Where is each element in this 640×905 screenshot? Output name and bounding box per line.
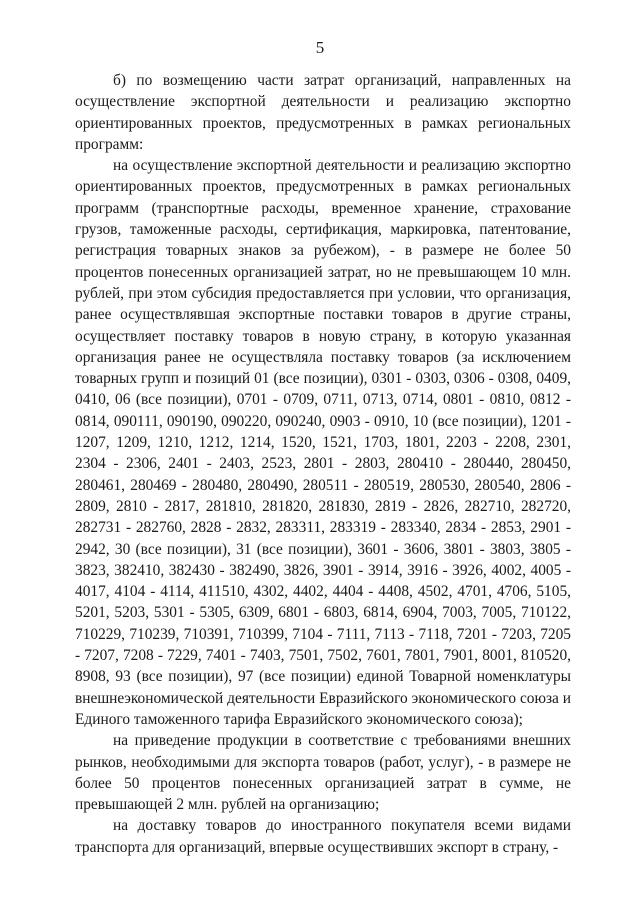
paragraph-subsidy-intro: б) по возмещению части затрат организаций, направленных на осуществление экспортной деятельности и реализацию экспортно ориентированных проектов, предусмотренных в рамках региональных программ:: [75, 72, 571, 153]
page-number: 5: [315, 38, 325, 57]
paragraph-product-compliance: на приведение продукции в соответствие с требованиями внешних рынков, необходимыми для экспорта товаров (работ, услуг), - в размере не более 50 процентов понесенных организацией затрат в сумме, не превышающей 2 млн. рублей на организацию;: [75, 732, 571, 814]
document-body: [75, 70, 571, 858]
paragraph-goods-delivery: на доставку товаров до иностранного покупателя всеми видами транспорта для организаций, впервые осуществивших экспорт в страну, -: [75, 817, 571, 856]
paragraph-export-activity: на осуществление экспортной деятельности и реализацию экспортно ориентированных проектов, предусмотренных в рамках региональных программ (транспортные расходы, временное хранение, страхование грузов, таможенные расходы, сертификация, маркировка, патентование, регистрация товарных знаков за рубежом), - в размере не более 50 процентов понесенных организацией затрат, но не превышающем 10 млн. рублей, при этом субсидия предоставляется при условии, что организация, ранее осуществлявшая экспортные поставки товаров в другие страны, осуществляет поставку товаров в новую страну, в которую указанная организация ранее не осуществляла поставку товаров (за исключением товарных групп и позиций 01 (все позиции), 0301 - 0303, 0306 - 0308, 0409, 0410, 06 (все позиции), 0701 - 0709, 0711, 0713, 0714, 0801 - 0810, 0812 - 0814, 090111, 090190, 090220, 090240, 0903 - 0910, 10 (все позиции), 1201 - 1207, 1209, 1210, 1212, 1214, 1520, 1521, 1703, 1801, 2203 - 2208, 2301, 2304 - 2306, 2401 - 2403, 2523, 2801 - 2803, 280410 - 280440, 280450, 280461, 280469 - 280480, 280490, 280511 - 280519, 280530, 280540, 2806 - 2809, 2810 - 2817, 281810, 281820, 281830, 2819 - 2826, 282710, 282720, 282731 - 282760, 2828 - 2832, 283311, 283319 - 283340, 2834 - 2853, 2901 - 2942, 30 (все позиции), 31 (все позиции), 3601 - 3606, 3801 - 3803, 3805 - 3823, 382410, 382430 - 382490, 3826, 3901 - 3914, 3916 - 3926, 4002, 4005 - 4017, 4104 - 4114, 411510, 4302, 4402, 4404 - 4408, 4502, 4701, 4706, 5105, 5201, 5203, 5301 - 5305, 6309, 6801 - 6803, 6814, 6904, 7003, 7005, 710122, 710229, 710239, 710391, 710399, 7104 - 7111, 7113 - 7118, 7201 - 7203, 7205 - 7207, 7208 - 7229, 7401 - 7403, 7501, 7502, 7601, 7801, 7901, 8001, 810520, 8908, 93 (все позиции), 97 (все позиции) единой Товарной номенклатуры внешнеэкономической деятельности Евразийского экономического союза и Единого таможенного тарифа Евразийского экономического союза);: [75, 157, 571, 728]
